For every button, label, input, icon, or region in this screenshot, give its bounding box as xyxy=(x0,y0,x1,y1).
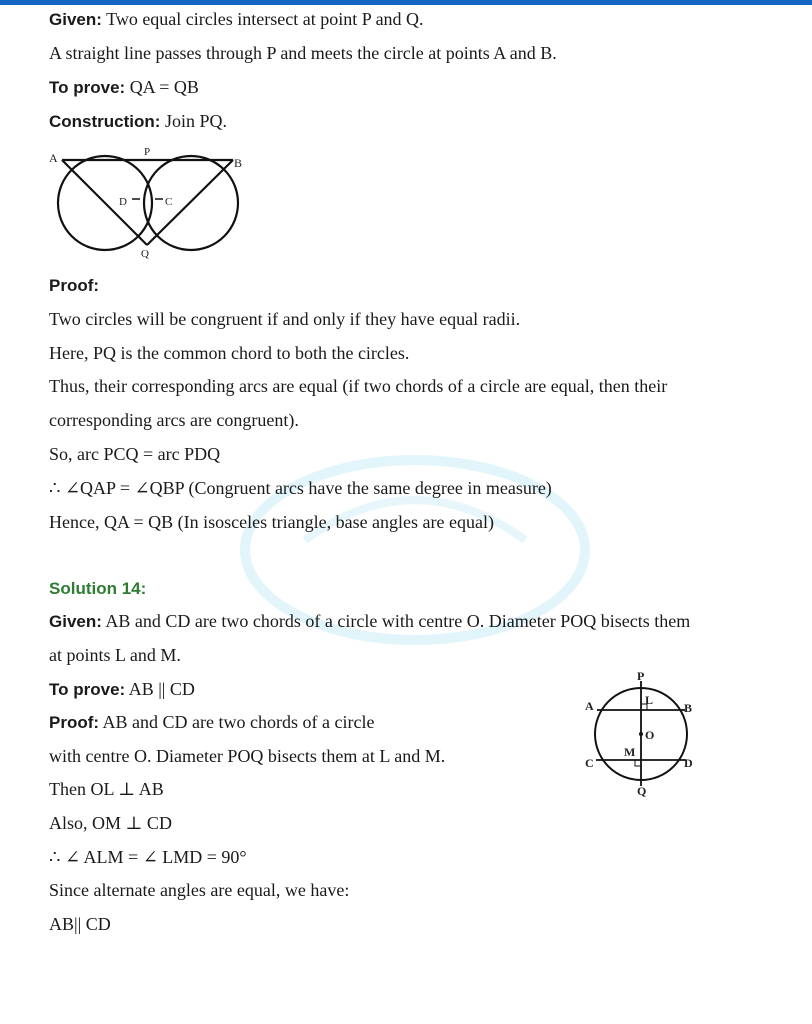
given-continuation: at points L and M. xyxy=(49,645,181,665)
top-accent-bar xyxy=(0,0,812,5)
label-B: B xyxy=(684,701,693,715)
solution-heading xyxy=(49,577,146,600)
label-Q: Q xyxy=(637,784,647,798)
construction-line xyxy=(49,110,227,133)
to-prove-text: AB || CD xyxy=(125,679,195,699)
construction-text: Join PQ. xyxy=(160,111,227,131)
to-prove-text: QA = QB xyxy=(125,77,199,97)
proof-line: So, arc PCQ = arc PDQ xyxy=(49,444,221,464)
label-L: L xyxy=(645,693,654,707)
label-C: C xyxy=(165,196,173,208)
label-P: P xyxy=(637,669,645,683)
label-P: P xyxy=(144,146,151,158)
label-D: D xyxy=(119,196,127,208)
to-prove-label: To prove: xyxy=(49,680,126,699)
label-D: D xyxy=(684,756,693,770)
proof-line: with centre O. Diameter POQ bisects them at L and M. xyxy=(49,746,446,766)
label-C: C xyxy=(585,756,594,770)
label-M: M xyxy=(624,745,636,759)
given-text: Two equal circles intersect at point P and Q. xyxy=(101,9,424,29)
proof-line-2 xyxy=(49,711,374,734)
proof-line: Two circles will be congruent if and only if they have equal radii. xyxy=(49,309,521,329)
statement-line: A straight line passes through P and meets the circle at points A and B. xyxy=(49,43,557,63)
given-text: AB and CD are two chords of a circle with centre O. Diameter POQ bisects them xyxy=(101,611,691,631)
to-prove-label: To prove: xyxy=(49,78,126,97)
given-line-1 xyxy=(49,8,424,31)
given-label: Given: xyxy=(49,612,102,631)
proof-line: Here, PQ is the common chord to both the circles. xyxy=(49,343,410,363)
proof-line: Thus, their corresponding arcs are equal (if two chords of a circle are equal, then their xyxy=(49,376,668,396)
label-A: A xyxy=(585,699,594,713)
label-A: A xyxy=(49,151,58,165)
proof-line: AB|| CD xyxy=(49,914,111,934)
proof-line: ∴ ∠ ALM = ∠ LMD = 90° xyxy=(49,847,247,867)
proof-heading xyxy=(49,274,99,297)
proof-text: AB and CD are two chords of a circle xyxy=(99,712,375,732)
given-label: Given: xyxy=(49,10,102,29)
construction-label: Construction: xyxy=(49,112,161,131)
solution-14-label: Solution 14: xyxy=(49,579,147,598)
two-circles-figure xyxy=(45,143,255,263)
label-Q: Q xyxy=(141,248,149,260)
proof-line: Also, OM ⊥ CD xyxy=(49,813,172,833)
proof-line: ∴ ∠QAP = ∠QBP (Congruent arcs have the same degree in measure) xyxy=(49,478,552,498)
label-B: B xyxy=(234,156,243,170)
proof-line: Hence, QA = QB (In isosceles triangle, base angles are equal) xyxy=(49,512,494,532)
proof-line: Since alternate angles are equal, we have: xyxy=(49,880,350,900)
given-line-2 xyxy=(49,610,690,633)
proof-line: corresponding arcs are congruent). xyxy=(49,410,299,430)
proof-line: Then OL ⊥ AB xyxy=(49,779,164,799)
proof-label: Proof: xyxy=(49,276,100,295)
chord-circle-figure xyxy=(580,668,700,798)
proof-label: Proof: xyxy=(49,713,100,732)
to-prove-line-1 xyxy=(49,76,199,99)
label-O: O xyxy=(645,728,655,742)
to-prove-line-2 xyxy=(49,678,195,701)
